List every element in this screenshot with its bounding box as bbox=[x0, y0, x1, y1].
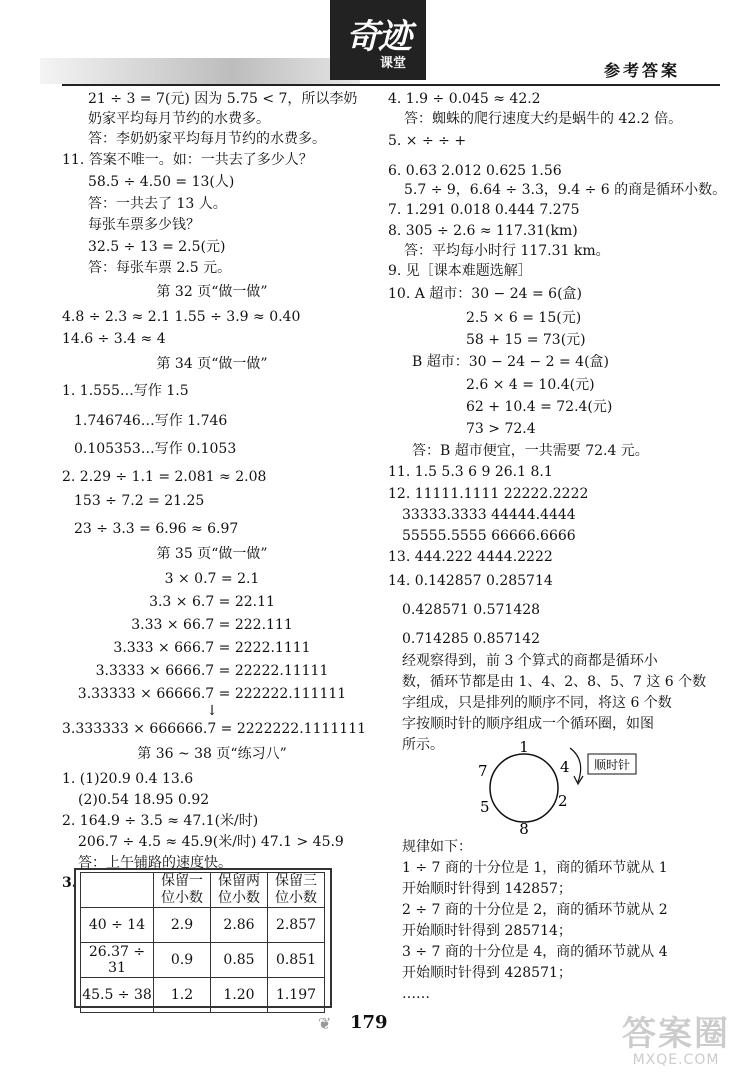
rule-line-3: 2 ÷ 7 商的十分位是 2，商的循环节就从 2 bbox=[402, 902, 668, 918]
header-rule bbox=[62, 84, 720, 86]
cycle-diagram bbox=[474, 738, 674, 838]
right-para-4: 字按顺时针的顺序组成一个循环圈，如图 bbox=[402, 716, 654, 732]
right-q8: 8. 305 ÷ 2.6 ≈ 117.31(km) bbox=[388, 223, 578, 239]
right-para-1: 经观察得到，前 3 个算式的商都是循环小 bbox=[402, 653, 658, 669]
ex8-line-5: 答：上午铺路的速度快。 bbox=[78, 855, 232, 871]
right-q9: 9. 见［课本难题选解］ bbox=[388, 263, 532, 279]
right-q10-b-3: 62 + 10.4 = 72.4(元) bbox=[466, 399, 613, 415]
header-decor-band bbox=[40, 58, 360, 84]
table-cell: 45.5 ÷ 38 bbox=[81, 978, 154, 1013]
table-cell: 0.9 bbox=[154, 943, 211, 978]
rule-heading: 规律如下： bbox=[402, 839, 472, 855]
ex8-line-1: 1. (1)20.9 0.4 13.6 bbox=[62, 771, 194, 787]
p35-eq-1: 3 × 0.7 = 2.1 bbox=[164, 571, 260, 587]
rule-line-5: 3 ÷ 7 商的十分位是 4，商的循环节就从 4 bbox=[402, 944, 668, 960]
rule-line-2: 开始顺时针得到 142857； bbox=[402, 881, 572, 897]
right-q14: 14. 0.142857 0.285714 bbox=[388, 573, 553, 589]
left-line-1: 21 ÷ 3 = 7(元) 因为 5.75 < 7，所以李奶 bbox=[88, 91, 358, 107]
watermark-main: 答案圈 bbox=[622, 1014, 730, 1054]
right-q7: 7. 1.291 0.018 0.444 7.275 bbox=[388, 202, 580, 218]
rule-ellipsis: …… bbox=[402, 986, 430, 1002]
brand-logo bbox=[330, 0, 426, 80]
q11-calc-2: 32.5 ÷ 13 = 2.5(元) bbox=[88, 239, 226, 255]
p34-line-6: 23 ÷ 3.3 = 6.96 ≈ 6.97 bbox=[74, 521, 239, 537]
watermark-url: MXQE.COM bbox=[632, 1052, 720, 1068]
rule-line-1: 1 ÷ 7 商的十分位是 1，商的循环节就从 1 bbox=[402, 860, 668, 876]
right-q11: 11. 1.5 5.3 6 9 26.1 8.1 bbox=[388, 464, 553, 480]
cycle-digit-left-lower: 5 bbox=[480, 798, 490, 816]
table-row bbox=[81, 978, 325, 1013]
ex8-line-3: 2. 164.9 ÷ 3.5 ≈ 47.1(米/时) bbox=[62, 813, 259, 829]
q11-question-2: 每张车票多少钱？ bbox=[88, 217, 200, 233]
header-text: 保留三 bbox=[275, 873, 317, 889]
right-q10-compare: 73 > 72.4 bbox=[466, 421, 536, 437]
p34-line-5: 153 ÷ 7.2 = 21.25 bbox=[74, 493, 205, 509]
page-header bbox=[0, 0, 750, 82]
header-text: 位小数 bbox=[161, 890, 203, 906]
table-cell: 2.86 bbox=[211, 908, 268, 943]
right-para-5: 所示。 bbox=[402, 737, 444, 753]
cycle-circle bbox=[490, 754, 558, 822]
ex8-line-4: 206.7 ÷ 4.5 ≈ 45.9(米/时) 47.1 > 45.9 bbox=[78, 834, 344, 850]
p35-eq-4: 3.333 × 666.7 = 2222.1111 bbox=[113, 640, 311, 656]
rule-line-6: 开始顺时针得到 428571； bbox=[402, 965, 572, 981]
right-q10-a-3: 58 + 15 = 73(元) bbox=[466, 332, 586, 348]
table-cell: 2.857 bbox=[268, 908, 325, 943]
logo-main-text: 奇迹 bbox=[346, 17, 410, 57]
section-heading-p35: 第 35 页“做一做” bbox=[156, 546, 268, 562]
p34-line-1: 1. 1.555…写作 1.5 bbox=[62, 383, 189, 399]
right-para-2: 数，循环节都是由 1、4、2、8、5、7 这 6 个数 bbox=[402, 674, 707, 690]
q11-answer-2: 答：每张车票 2.5 元。 bbox=[88, 260, 232, 276]
cycle-digit-right-upper: 4 bbox=[560, 758, 570, 776]
left-line-3: 答：李奶奶家平均每月节约的水费多。 bbox=[88, 131, 326, 147]
right-q10-a: 10. A 超市：30 − 24 = 6(盒) bbox=[388, 286, 582, 302]
clockwise-arrow-icon bbox=[570, 748, 581, 782]
rule-line-4: 开始顺时针得到 285714； bbox=[402, 923, 572, 939]
p34-line-4: 2. 2.29 ÷ 1.1 = 2.081 ≈ 2.08 bbox=[62, 469, 267, 485]
header-title: 参考答案 bbox=[604, 61, 681, 80]
table-header-blank bbox=[81, 873, 154, 908]
right-q10-b-2: 2.6 × 4 = 10.4(元) bbox=[466, 377, 595, 393]
clockwise-label: 顺时针 bbox=[593, 758, 631, 772]
p35-eq-2: 3.3 × 6.7 = 22.11 bbox=[149, 594, 275, 610]
p32-line-1: 4.8 ÷ 2.3 ≈ 2.1 1.55 ÷ 3.9 ≈ 0.40 bbox=[62, 309, 301, 325]
table-cell: 26.37 ÷ 31 bbox=[81, 943, 154, 978]
page-number: 179 bbox=[350, 1012, 388, 1033]
footer-ornament-icon: ❦ bbox=[318, 1014, 332, 1033]
right-q12-line-2: 33333.3333 44444.4444 bbox=[402, 507, 576, 523]
cycle-digit-right-lower: 2 bbox=[558, 792, 568, 810]
p35-arrow: ↓ bbox=[206, 703, 218, 719]
table-cell: 0.85 bbox=[211, 943, 268, 978]
p34-line-2: 1.746746…写作 1.746 bbox=[74, 413, 228, 429]
table-row bbox=[81, 908, 325, 943]
section-heading-p34: 第 34 页“做一做” bbox=[156, 356, 268, 372]
p35-eq-7: 3.333333 × 666666.7 = 2222222.1111111 bbox=[62, 721, 367, 737]
section-heading-p36-38: 第 36 ~ 38 页“练习八” bbox=[137, 746, 287, 762]
ex8-q3-label: 3. bbox=[62, 875, 77, 891]
right-q10-b: B 超市：30 − 24 − 2 = 4(盒) bbox=[412, 354, 609, 370]
table-cell: 1.20 bbox=[211, 978, 268, 1013]
header-text: 位小数 bbox=[218, 890, 260, 906]
table-header-row bbox=[81, 873, 325, 908]
q11-calc-1: 58.5 ÷ 4.50 = 13(人) bbox=[88, 174, 235, 190]
p32-line-2: 14.6 ÷ 3.4 ≈ 4 bbox=[62, 331, 166, 347]
p35-eq-3: 3.33 × 66.7 = 222.111 bbox=[131, 617, 293, 633]
right-q12-line-3: 55555.5555 66666.6666 bbox=[402, 528, 576, 544]
right-q4: 4. 1.9 ÷ 0.045 ≈ 42.2 bbox=[388, 91, 541, 107]
ex8-rounding-table bbox=[80, 872, 325, 1013]
table-header-cell bbox=[268, 873, 325, 908]
right-q14-line-3: 0.714285 0.857142 bbox=[402, 631, 541, 647]
p35-eq-6: 3.33333 × 66666.7 = 222222.111111 bbox=[77, 686, 347, 702]
header-text: 保留一 bbox=[161, 873, 203, 889]
q11-answer-1: 答：一共去了 13 人。 bbox=[88, 196, 227, 212]
header-text: 位小数 bbox=[275, 890, 317, 906]
right-q10-answer: 答：B 超市便宜，一共需要 72.4 元。 bbox=[412, 443, 649, 459]
table-cell: 40 ÷ 14 bbox=[81, 908, 154, 943]
table-cell: 2.9 bbox=[154, 908, 211, 943]
table-header-cell bbox=[154, 873, 211, 908]
p35-eq-5: 3.3333 × 6666.7 = 22222.11111 bbox=[95, 663, 329, 679]
right-q4-answer: 答：蜘蛛的爬行速度大约是蜗牛的 42.2 倍。 bbox=[404, 111, 683, 127]
left-line-2: 奶家平均每月节约的水费多。 bbox=[88, 111, 270, 127]
right-q6-line-2: 5.7 ÷ 9，6.64 ÷ 3.3，9.4 ÷ 6 的商是循环小数。 bbox=[404, 182, 727, 198]
table-cell: 0.851 bbox=[268, 943, 325, 978]
table-row bbox=[81, 943, 325, 978]
cycle-digit-left-upper: 7 bbox=[478, 762, 488, 780]
right-q12: 12. 11111.1111 22222.2222 bbox=[388, 486, 589, 502]
right-q8-answer: 答：平均每小时行 117.31 km。 bbox=[404, 243, 610, 259]
table-header-cell bbox=[211, 873, 268, 908]
logo-sub-text: 课堂 bbox=[379, 56, 406, 71]
cycle-digit-top: 1 bbox=[519, 738, 529, 756]
p34-line-3: 0.105353…写作 0.1053 bbox=[74, 441, 237, 457]
watermark bbox=[606, 1016, 746, 1068]
ex8-line-2: (2)0.54 18.95 0.92 bbox=[78, 792, 210, 808]
section-heading-p32: 第 32 页“做一做” bbox=[156, 284, 268, 300]
right-q14-line-2: 0.428571 0.571428 bbox=[402, 602, 541, 618]
q11-title: 11. 答案不唯一。如：一共去了多少人？ bbox=[62, 152, 313, 168]
table-cell: 1.197 bbox=[268, 978, 325, 1013]
right-q13: 13. 444.222 4444.2222 bbox=[388, 549, 553, 565]
cycle-digit-bottom: 8 bbox=[519, 820, 529, 838]
header-text: 保留两 bbox=[218, 873, 260, 889]
right-para-3: 字组成，只是排列的顺序不同，将这 6 个数 bbox=[402, 695, 672, 711]
table-cell: 1.2 bbox=[154, 978, 211, 1013]
right-q10-a-2: 2.5 × 6 = 15(元) bbox=[466, 310, 582, 326]
right-q5: 5. × ÷ ÷ + bbox=[388, 133, 467, 149]
right-q6: 6. 0.63 2.012 0.625 1.56 bbox=[388, 163, 562, 179]
